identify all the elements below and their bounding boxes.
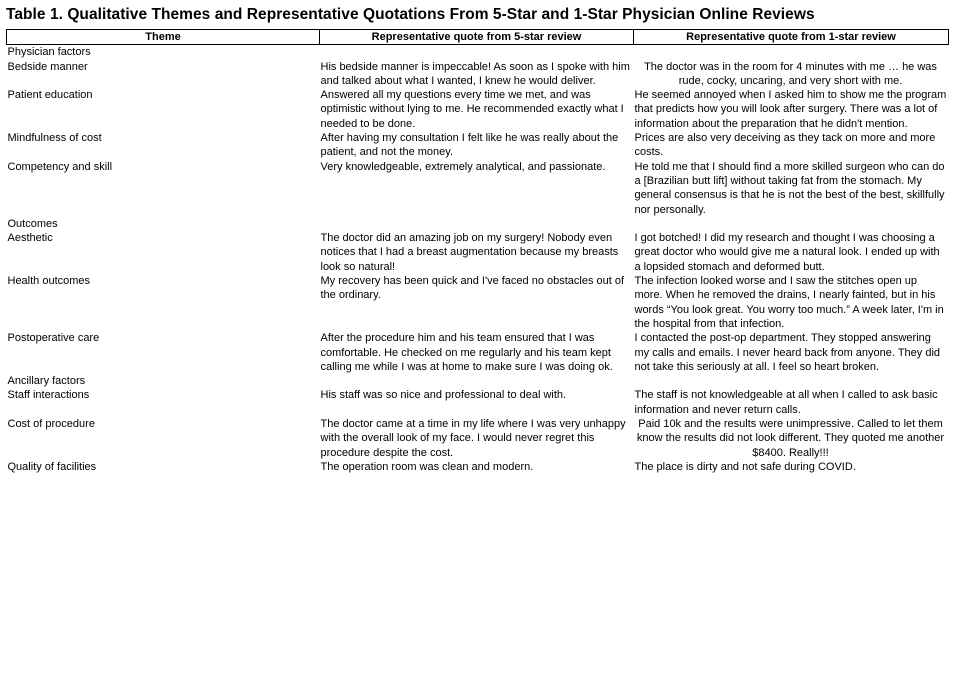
- five-star-quote: His staff was so nice and professional to deal with.: [320, 389, 567, 402]
- theme-cell: Competency and skill: [7, 160, 113, 173]
- five-star-quote: The operation room was clean and modern.: [320, 460, 534, 473]
- five-star-quote: After having my consultation I felt like he was really about the patient, and not the money.: [320, 132, 619, 159]
- table-row: [7, 331, 949, 374]
- theme-cell: Mindfulness of cost: [7, 132, 102, 145]
- table-row: [7, 88, 949, 131]
- group-label: Ancillary factors: [7, 375, 86, 388]
- theme-cell: Patient education: [7, 89, 93, 102]
- five-star-quote: After the procedure him and his team ensured that I was comfortable. He checked on me regularly and his team kept calling me while I was at home to make sure I was doing ok.: [320, 332, 613, 373]
- group-row: [7, 374, 949, 388]
- table-row: [7, 388, 949, 417]
- one-star-quote: Paid 10k and the results were unimpressive. Called to let them know the results did not look different. They quoted me another $8400. Really!!!: [636, 418, 945, 459]
- table-title: Table 1. Qualitative Themes and Representative Quotations From 5-Star and 1-Star Physician Online Reviews: [6, 6, 815, 23]
- table-row: [7, 274, 949, 331]
- header-theme: Theme: [7, 30, 320, 45]
- one-star-quote: He seemed annoyed when I asked him to show me the program that predicts how you will look after surgery. There was a lot of information about the preparation that he didn't mention.: [634, 89, 947, 130]
- one-star-quote: The staff is not knowledgeable at all when I called to ask basic information and never return calls.: [634, 389, 938, 416]
- theme-cell: Cost of procedure: [7, 418, 95, 431]
- header-five-star: Representative quote from 5-star review: [320, 30, 634, 45]
- table-row: [7, 131, 949, 160]
- five-star-quote: The doctor came at a time in my life where I was very unhappy with the overall look of my face. I would never regret this procedure despite the cost.: [320, 418, 626, 459]
- theme-cell: Quality of facilities: [7, 460, 97, 473]
- table-row: [7, 231, 949, 274]
- group-row: [7, 45, 949, 60]
- one-star-quote: The infection looked worse and I saw the stitches open up more. When he removed the drains, I nearly fainted, but in his words “You look great. You worry too much.” A week later, I'm in the hospital from that infection.: [634, 275, 944, 330]
- group-row: [7, 217, 949, 231]
- table-row: [7, 60, 949, 89]
- one-star-quote: I got botched! I did my research and thought I was choosing a great doctor who would give me a natural look. I ended up with a lopsided stomach and deformed butt.: [634, 232, 940, 273]
- table-row: [7, 160, 949, 217]
- one-star-quote: He told me that I should find a more skilled surgeon who can do a [Brazilian butt lift] without taking fat from the stomach. My general consensus is that he is not the best of the best, skillfully nor personally.: [634, 160, 945, 216]
- one-star-quote: The place is dirty and not safe during COVID.: [634, 460, 856, 473]
- table-row: [7, 417, 949, 460]
- header-one-star: Representative quote from 1-star review: [634, 30, 949, 45]
- theme-cell: Postoperative care: [7, 332, 100, 345]
- group-label: Physician factors: [7, 46, 91, 59]
- theme-cell: Bedside manner: [7, 60, 88, 73]
- five-star-quote: Answered all my questions every time we met, and was optimistic without lying to me. He recommended exactly what I needed to be done.: [320, 89, 624, 130]
- five-star-quote: Very knowledgeable, extremely analytical, and passionate.: [320, 160, 606, 173]
- table-row: [7, 460, 949, 474]
- group-label: Outcomes: [7, 217, 58, 230]
- theme-cell: Health outcomes: [7, 275, 91, 288]
- five-star-quote: The doctor did an amazing job on my surgery! Nobody even notices that I had a breast augmentation because my breasts look so natural!: [320, 232, 619, 273]
- header-row: [7, 30, 949, 45]
- themes-table: [6, 29, 949, 474]
- theme-cell: Staff interactions: [7, 389, 90, 402]
- one-star-quote: I contacted the post-op department. They stopped answering my calls and emails. I never heard back from anyone. They did not take this seriously at all. I feel so heart broken.: [634, 332, 941, 373]
- five-star-quote: His bedside manner is impeccable! As soon as I spoke with him and talked about what I wanted, I knew he would deliver.: [320, 60, 630, 87]
- one-star-quote: Prices are also very deceiving as they tack on more and more costs.: [634, 132, 936, 159]
- theme-cell: Aesthetic: [7, 232, 53, 245]
- one-star-quote: The doctor was in the room for 4 minutes with me … he was rude, cocky, uncaring, and very short with me.: [644, 60, 937, 87]
- five-star-quote: My recovery has been quick and I've faced no obstacles out of the ordinary.: [320, 275, 625, 302]
